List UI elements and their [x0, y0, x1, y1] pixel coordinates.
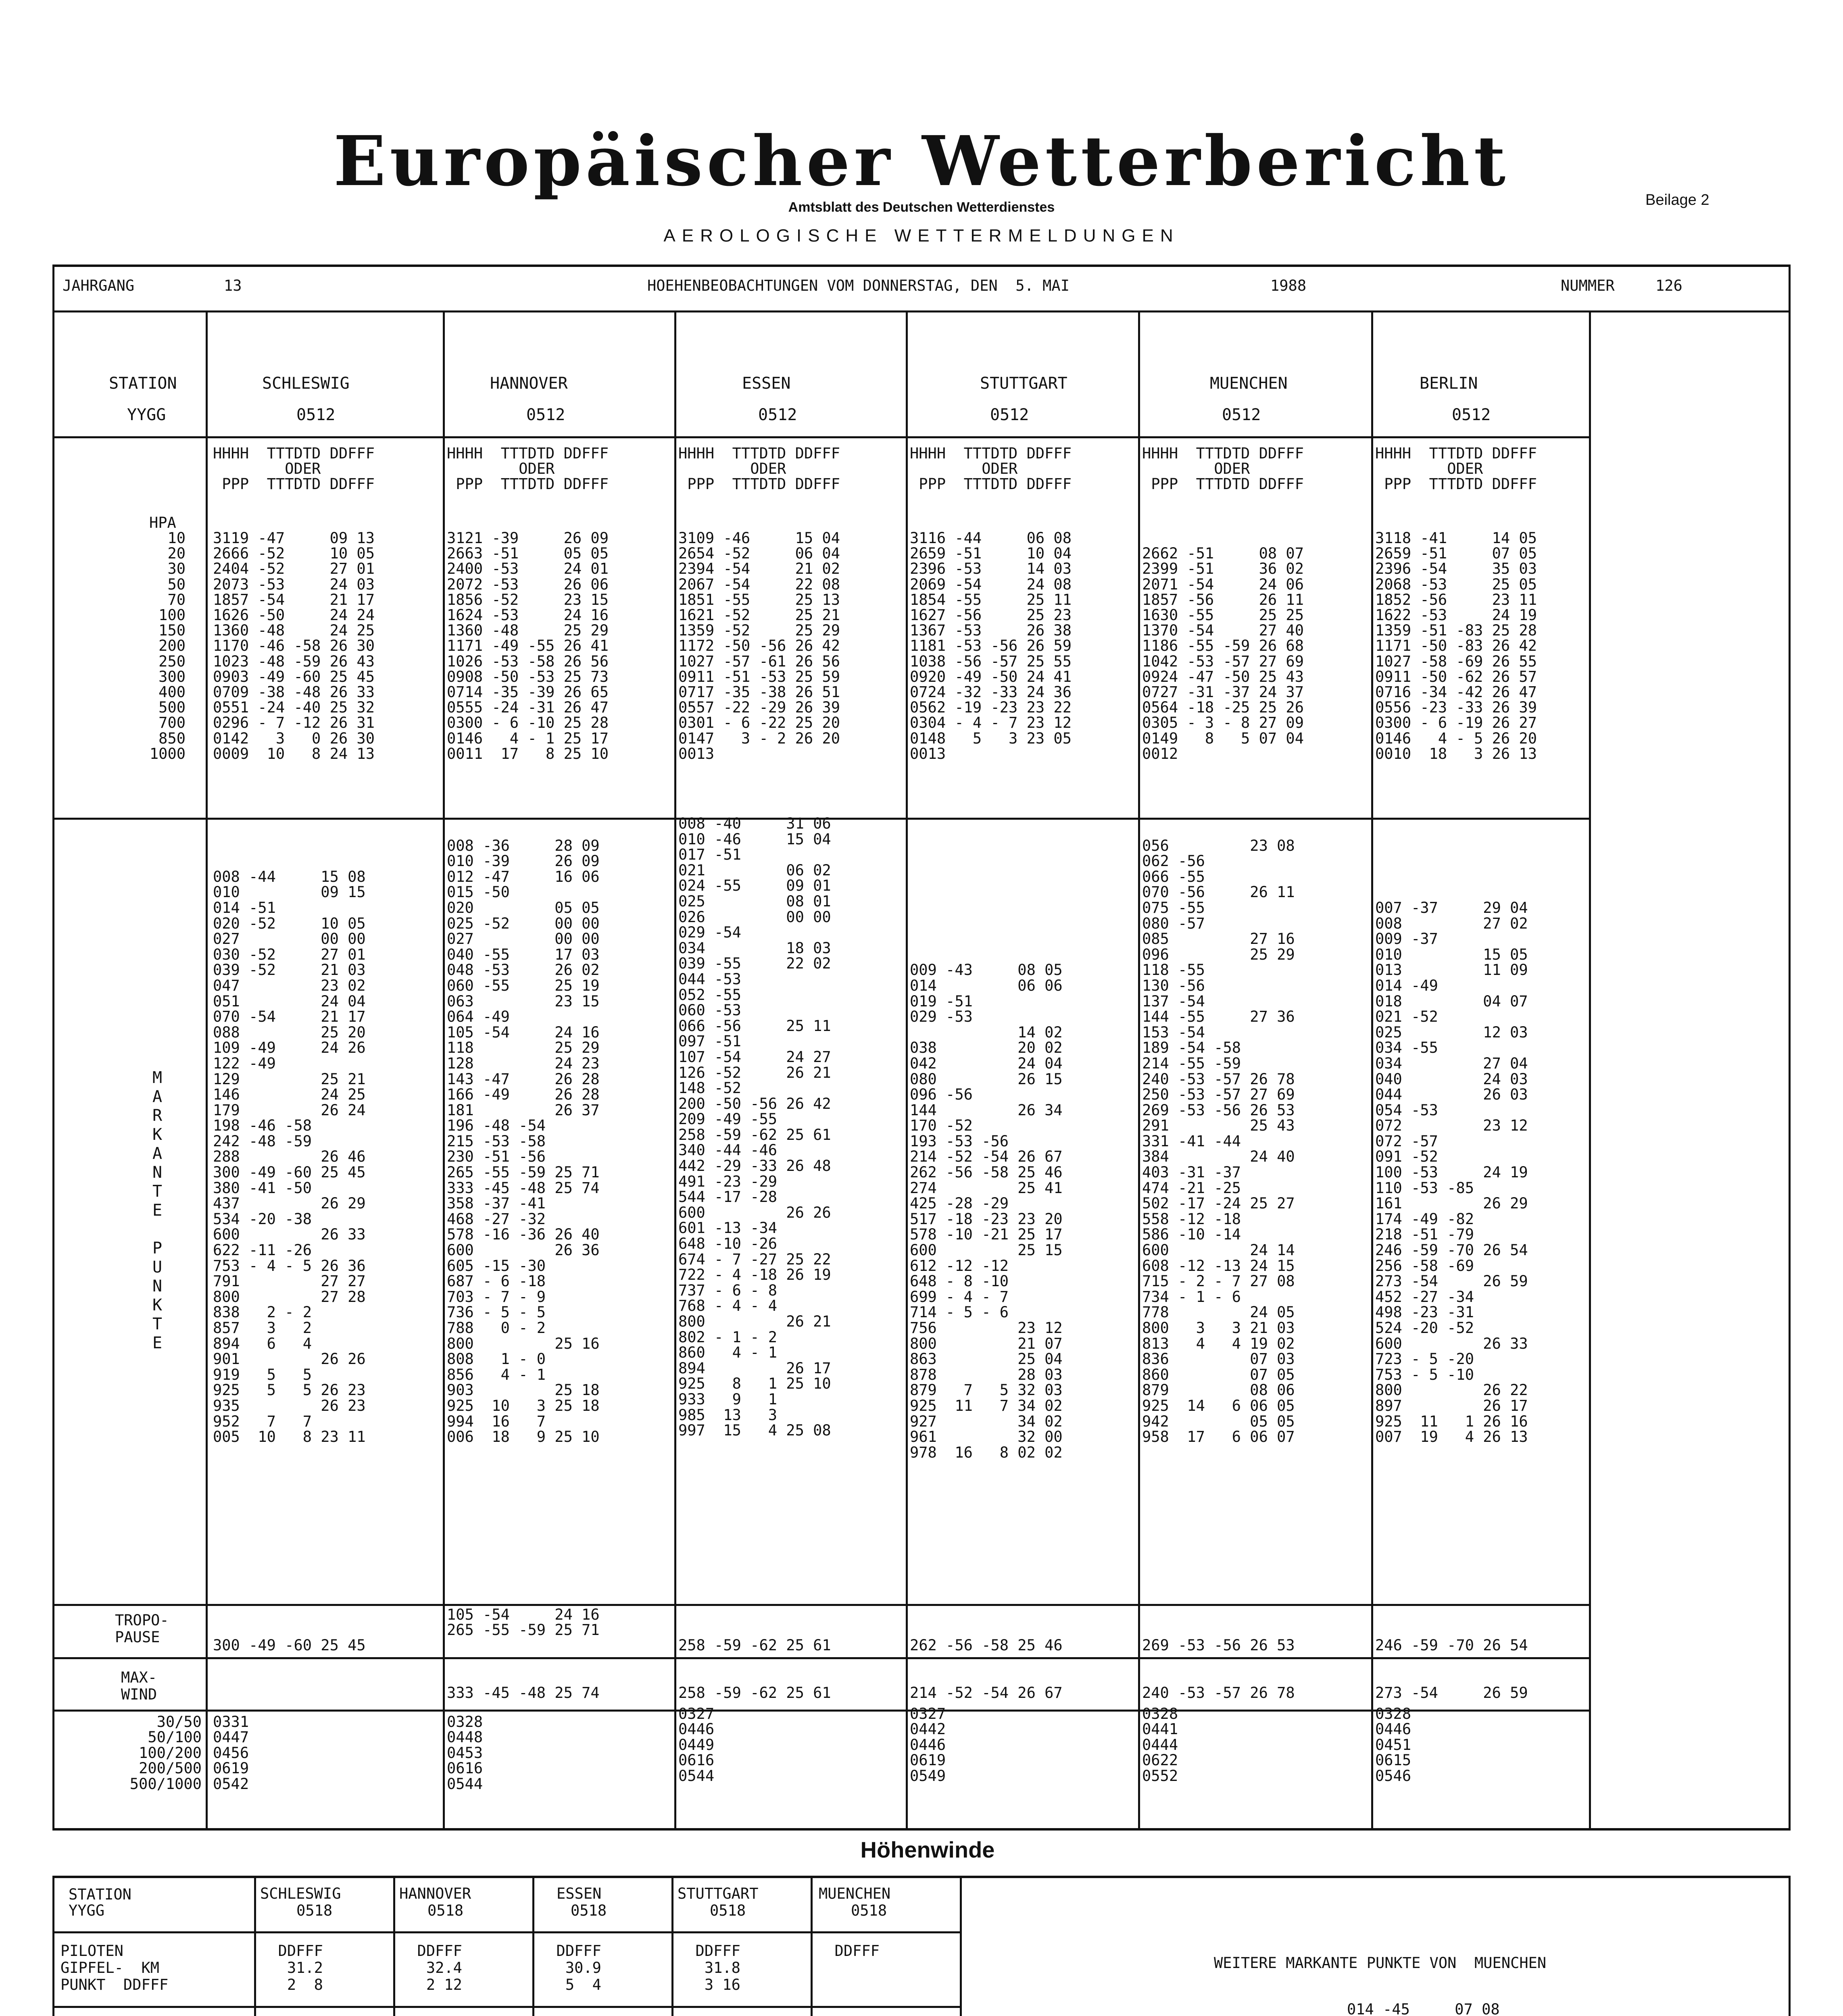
weitere-title: WEITERE MARKANTE PUNKTE VON MUENCHEN [1214, 1954, 1547, 1972]
beilage-label: Beilage 2 [1645, 192, 1710, 208]
tropopause-values: 105 -54 24 16 265 -55 -59 25 71 [447, 1606, 600, 1639]
hw-station-yygg: 0518 [296, 1902, 333, 1919]
table-tropo-rule [52, 1657, 1589, 1659]
column-header: HHHH TTTDTD DDFFF ODER PPP TTTDTD DDFFF [678, 445, 840, 493]
hw-col-divider [671, 1876, 673, 2016]
hw-station-yygg: 0518 [571, 1902, 607, 1919]
table-bottom-border [52, 1828, 1791, 1831]
hw-col-divider [532, 1876, 534, 2016]
station-yygg: 0512 [526, 406, 565, 424]
shear-values: 0328 0448 0453 0616 0544 [447, 1713, 483, 1793]
maxwind-values: 273 -54 26 59 [1375, 1684, 1528, 1702]
column-header: HHHH TTTDTD DDFFF ODER PPP TTTDTD DDFFF [447, 445, 609, 493]
station-name: HANNOVER [490, 374, 568, 393]
hw-piloten-label: PILOTEN GIPFEL- KM PUNKT DDFFF [60, 1942, 169, 1993]
column-header: HHHH TTTDTD DDFFF ODER PPP TTTDTD DDFFF [1375, 445, 1537, 493]
standard-levels: 2662 -51 08 07 2399 -51 36 02 2071 -54 24 06 1857 -56 26 11 1630 -55 25 25 1370 -54 27 40 1186 -55 -59 26 68 1042 -53 -57 27 69 0924 -47 -50 25 43 0727 -31 -37 24 37 0564 -18 -25 25 26 0305 - 3 - 8 27 09 0149 8 5 07 04 0012 [1142, 545, 1304, 762]
significant-levels: 056 23 08 062 -56 066 -55 070 -56 26 11 075 -55 080 -57 085 27 16 096 25 29 118 -55 130 -56 137 -54 144 -55 27 36 153 -54 189 -54 -58 214 -55 -59 240 -53 -57 26 78 250 -53 -57 27 69 269 -53 -56 26 53 291 25 43 331 -41 -44 384 24 40 403 -31 -37 474 -21 -25 502 -17 -24 25 27 558 -12 -18 586 -10 -14 600 24 14 608 -12 -13 24 15 715 - 2 - 7 27 08 734 - 1 - 6 778 24 05 800 3 3 21 03 813 4 4 19 02 836 07 03 860 07 05 879 08 06 925 14 6 06 05 942 05 05 958 17 6 06 07 [1142, 837, 1295, 1446]
shear-values: 0328 0441 0444 0622 0552 [1142, 1705, 1178, 1785]
col-divider [206, 310, 208, 1831]
tropopause-values: 262 -56 -58 25 46 [910, 1637, 1063, 1654]
table-maxwind-rule [52, 1710, 1589, 1712]
station-name: BERLIN [1420, 374, 1478, 393]
nummer-value: 126 [1655, 277, 1682, 294]
significant-levels: 009 -43 08 05 014 06 06 019 -51 029 -53 14 02 038 20 02 042 24 04 080 26 15 096 -56 144 26 34 170 -52 193 -53 -56 214 -52 -54 26 67 262 -56 -58 25 46 274 25 41 425 -28 -29 517 -18 -23 23 20 578 -10 -21 25 17 600 25 15 612 -12 -12 648 - 8 -10 699 - 4 - 7 714 - 5 - 6 756 23 12 800 21 07 863 25 04 878 28 03 879 7 5 32 03 925 11 7 34 02 927 34 02 961 32 00 978 16 8 02 02 [910, 961, 1063, 1461]
standard-levels: 3121 -39 26 09 2663 -51 05 05 2400 -53 24 01 2072 -53 26 06 1856 -52 23 15 1624 -53 24 16 1360 -48 25 29 1171 -49 -55 26 41 1026 -53 -58 26 56 0908 -50 -53 25 73 0714 -35 -39 26 65 0555 -24 -31 26 47 0300 - 6 -10 25 28 0146 4 - 1 25 17 0011 17 8 25 10 [447, 529, 609, 762]
hw-gipfel: DDFFF 31.8 3 16 [695, 1942, 740, 1993]
markante-punkte-label: M A R K A N T E P U N K T E [152, 1068, 163, 1352]
hw-station-yygg: 0518 [427, 1902, 464, 1919]
maxwind-values: 258 -59 -62 25 61 [678, 1684, 831, 1702]
standard-levels: 3116 -44 06 08 2659 -51 10 04 2396 -53 14 03 2069 -54 24 08 1854 -55 25 11 1627 -56 25 23 1367 -53 26 38 1181 -53 -56 26 59 1038 -56 -57 25 55 0920 -49 -50 24 41 0724 -32 -33 24 36 0562 -19 -23 23 22 0304 - 4 - 7 23 12 0148 5 3 23 05 0013 [910, 529, 1072, 762]
maxwind-values: 240 -53 -57 26 78 [1142, 1684, 1295, 1702]
hw-station-yygg: 0518 [710, 1902, 746, 1919]
shear-values: 0327 0442 0446 0619 0549 [910, 1705, 946, 1785]
hw-top-border [52, 1876, 1791, 1878]
hw-yygg-label: YYGG [69, 1902, 105, 1919]
tropopause-values: 269 -53 -56 26 53 [1142, 1637, 1295, 1654]
station-name: MUENCHEN [1210, 374, 1288, 393]
significant-levels: 008 -36 28 09 010 -39 26 09 012 -47 16 06 015 -50 020 05 05 025 -52 00 00 027 00 00 040 -55 17 03 048 -53 26 02 060 -55 25 19 063 23 15 064 -49 105 -54 24 16 118 25 29 128 24 23 143 -47 26 28 166 -49 26 28 181 26 37 196 -48 -54 215 -53 -58 230 -51 -56 265 -55 -59 25 71 333 -45 -48 25 74 358 -37 -41 468 -27 -32 578 -16 -36 26 40 600 26 36 605 -15 -30 687 - 6 -18 703 - 7 - 9 736 - 5 - 5 788 0 - 2 800 25 16 808 1 - 0 856 4 - 1 903 25 18 925 10 3 25 18 994 16 7 006 18 9 25 10 [447, 837, 600, 1446]
hpa-label: HPA [149, 514, 176, 531]
maxwind-values: 214 -52 -54 26 67 [910, 1684, 1063, 1702]
tropopause-values: 246 -59 -70 26 54 [1375, 1637, 1528, 1654]
station-label: STATION [109, 374, 177, 393]
hw-col-divider [960, 1876, 962, 2016]
nummer-label: NUMMER [1561, 277, 1615, 294]
column-header: HHHH TTTDTD DDFFF ODER PPP TTTDTD DDFFF [1142, 445, 1304, 493]
publication-title: Europäischer Wetterbericht [333, 121, 1510, 202]
standard-levels: 3118 -41 14 05 2659 -51 07 05 2396 -54 35 03 2068 -53 25 05 1852 -56 23 11 1622 -53 24 19 1359 -51 -83 25 28 1171 -50 -83 26 42 1027 -58 -69 26 55 0911 -50 -62 26 57 0716 -34 -42 26 47 0556 -23 -33 26 39 0300 - 6 -19 26 27 0146 4 - 5 26 20 0010 18 3 26 13 [1375, 529, 1537, 762]
observation-line: HOEHENBEOBACHTUNGEN VOM DONNERSTAG, DEN 5. MAI [647, 277, 1070, 294]
section-heading: AEROLOGISCHE WETTERMELDUNGEN [663, 226, 1180, 246]
column-header: HHHH TTTDTD DDFFF ODER PPP TTTDTD DDFFF [910, 445, 1072, 493]
hw-station-name: STUTTGART [678, 1885, 759, 1902]
maxwind-values: 333 -45 -48 25 74 [447, 1684, 600, 1702]
station-name: ESSEN [742, 374, 791, 393]
table-left-border [52, 264, 54, 1831]
hw-right-border [1789, 1876, 1791, 2016]
station-name: STUTTGART [980, 374, 1067, 393]
column-header: HHHH TTTDTD DDFFF ODER PPP TTTDTD DDFFF [213, 445, 375, 493]
hw-station-name: SCHLESWIG [260, 1885, 341, 1902]
hoehenwinde-title: Höhenwinde [860, 1837, 995, 1862]
hw-col-divider [393, 1876, 395, 2016]
col-divider [1371, 310, 1373, 1831]
station-yygg: 0512 [1452, 406, 1491, 424]
table-station-rule [52, 436, 1589, 438]
col-divider [1138, 310, 1140, 1831]
publication-subtitle: Amtsblatt des Deutschen Wetterdienstes [788, 200, 1055, 215]
col-divider [674, 310, 676, 1831]
station-yygg: 0512 [296, 406, 336, 424]
table-right-border [1789, 264, 1791, 1831]
shear-values: 0327 0446 0449 0616 0544 [678, 1705, 715, 1785]
station-yygg: 0512 [758, 406, 797, 424]
hw-gipfel: DDFFF 31.2 2 8 [278, 1942, 323, 1993]
hw-station-name: ESSEN [557, 1885, 602, 1902]
table-sig-rule [52, 1604, 1589, 1606]
table-header-rule [52, 310, 1791, 312]
station-name: SCHLESWIG [262, 374, 350, 393]
maxwind-label: MAX- WIND [121, 1669, 157, 1703]
yygg-label: YYGG [127, 406, 166, 424]
hw-station-rule [52, 1931, 962, 1933]
tropopause-values: 300 -49 -60 25 45 [213, 1637, 366, 1654]
station-yygg: 0512 [990, 406, 1029, 424]
shear-values: 0331 0447 0456 0619 0542 [213, 1713, 249, 1793]
shear-labels: 30/50 50/100 100/200 200/500 500/1000 [129, 1713, 202, 1793]
col-divider [1589, 310, 1591, 1831]
standard-levels: 3109 -46 15 04 2654 -52 06 04 2394 -54 21 02 2067 -54 22 08 1851 -55 25 13 1621 -52 25 21 1359 -52 25 29 1172 -50 -56 26 42 1027 -57 -61 26 56 0911 -51 -53 25 59 0717 -35 -38 26 51 0557 -22 -29 26 39 0301 - 6 -22 25 20 0147 3 - 2 26 20 0013 [678, 529, 840, 762]
station-yygg: 0512 [1222, 406, 1261, 424]
shear-values: 0328 0446 0451 0615 0546 [1375, 1705, 1411, 1785]
hw-col-divider [811, 1876, 813, 2016]
hw-station-label: STATION [69, 1886, 131, 1903]
jahrgang-label: JAHRGANG [63, 277, 135, 294]
jahrgang-value: 13 [224, 277, 242, 294]
significant-levels: 007 -37 29 04 008 27 02 009 -37 010 15 05 013 11 09 014 -49 018 04 07 021 -52 025 12 03 034 -55 034 27 04 040 24 03 044 26 03 054 -53 072 23 12 072 -57 091 -52 100 -53 24 19 110 -53 -85 161 26 29 174 -49 -82 218 -51 -79 246 -59 -70 26 54 256 -58 -69 273 -54 26 59 452 -27 -34 498 -23 -31 524 -20 -52 600 26 33 723 - 5 -20 753 - 5 -10 800 26 22 897 26 17 925 11 1 26 16 007 19 4 26 13 [1375, 899, 1528, 1446]
observation-year: 1988 [1270, 277, 1307, 294]
hw-gipfel: DDFFF 32.4 2 12 [417, 1942, 462, 1993]
tropopause-label: TROPO- PAUSE [115, 1612, 169, 1646]
tropopause-values: 258 -59 -62 25 61 [678, 1637, 831, 1654]
hw-station-yygg: 0518 [851, 1902, 887, 1919]
hw-gipfel: DDFFF [834, 1942, 880, 1960]
col-divider [443, 310, 445, 1831]
hw-left-border [52, 1876, 54, 2016]
significant-levels: 008 -44 15 08 010 09 15 014 -51 020 -52 10 05 027 00 00 030 -52 27 01 039 -52 21 03 047 23 02 051 24 04 070 -54 21 17 088 25 20 109 -49 24 26 122 -49 129 25 21 146 24 25 179 26 24 198 -46 -58 242 -48 -59 288 26 46 300 -49 -60 25 45 380 -41 -50 437 26 29 534 -20 -38 600 26 33 622 -11 -26 753 - 4 - 5 26 36 791 27 27 800 27 28 838 2 - 2 857 3 2 894 6 4 901 26 26 919 5 5 925 5 5 26 23 935 26 23 952 7 7 005 10 8 23 11 [213, 868, 366, 1446]
table-top-border [52, 264, 1791, 267]
hw-col-divider [254, 1876, 256, 2016]
hpa-levels: 10 20 30 50 70 100 150 200 250 300 400 500 700 850 1000 [149, 529, 186, 762]
weitere-values: 014 -45 07 08 [1347, 2001, 1500, 2016]
hw-station-name: HANNOVER [399, 1885, 471, 1902]
hw-gipfel: DDFFF 30.9 5 4 [556, 1942, 601, 1993]
hw-gipfel-rule [52, 2006, 962, 2008]
significant-levels: 008 -40 31 06 010 -46 15 04 017 -51 021 06 02 024 -55 09 01 025 08 01 026 00 00 029 -54 034 18 03 039 -55 22 02 044 -53 052 -55 060 -53 066 -56 25 11 097 -51 107 -54 24 27 126 -52 26 21 148 -52 200 -50 -56 26 42 209 -49 -55 258 -59 -62 25 61 340 -44 -46 442 -29 -33 26 48 491 -23 -29 544 -17 -28 600 26 26 601 -13 -34 648 -10 -26 674 - 7 -27 25 22 722 - 4 -18 26 19 737 - 6 - 8 768 - 4 - 4 800 26 21 802 - 1 - 2 860 4 - 1 894 26 17 925 8 1 25 10 933 9 1 985 13 3 997 15 4 25 08 [678, 815, 831, 1439]
standard-levels: 3119 -47 09 13 2666 -52 10 05 2404 -52 27 01 2073 -53 24 03 1857 -54 21 17 1626 -50 24 24 1360 -48 24 25 1170 -46 -58 26 30 1023 -48 -59 26 43 0903 -49 -60 25 45 0709 -38 -48 26 33 0551 -24 -40 25 32 0296 - 7 -12 26 31 0142 3 0 26 30 0009 10 8 24 13 [213, 529, 375, 762]
hw-station-name: MUENCHEN [819, 1885, 891, 1902]
col-divider [906, 310, 908, 1831]
